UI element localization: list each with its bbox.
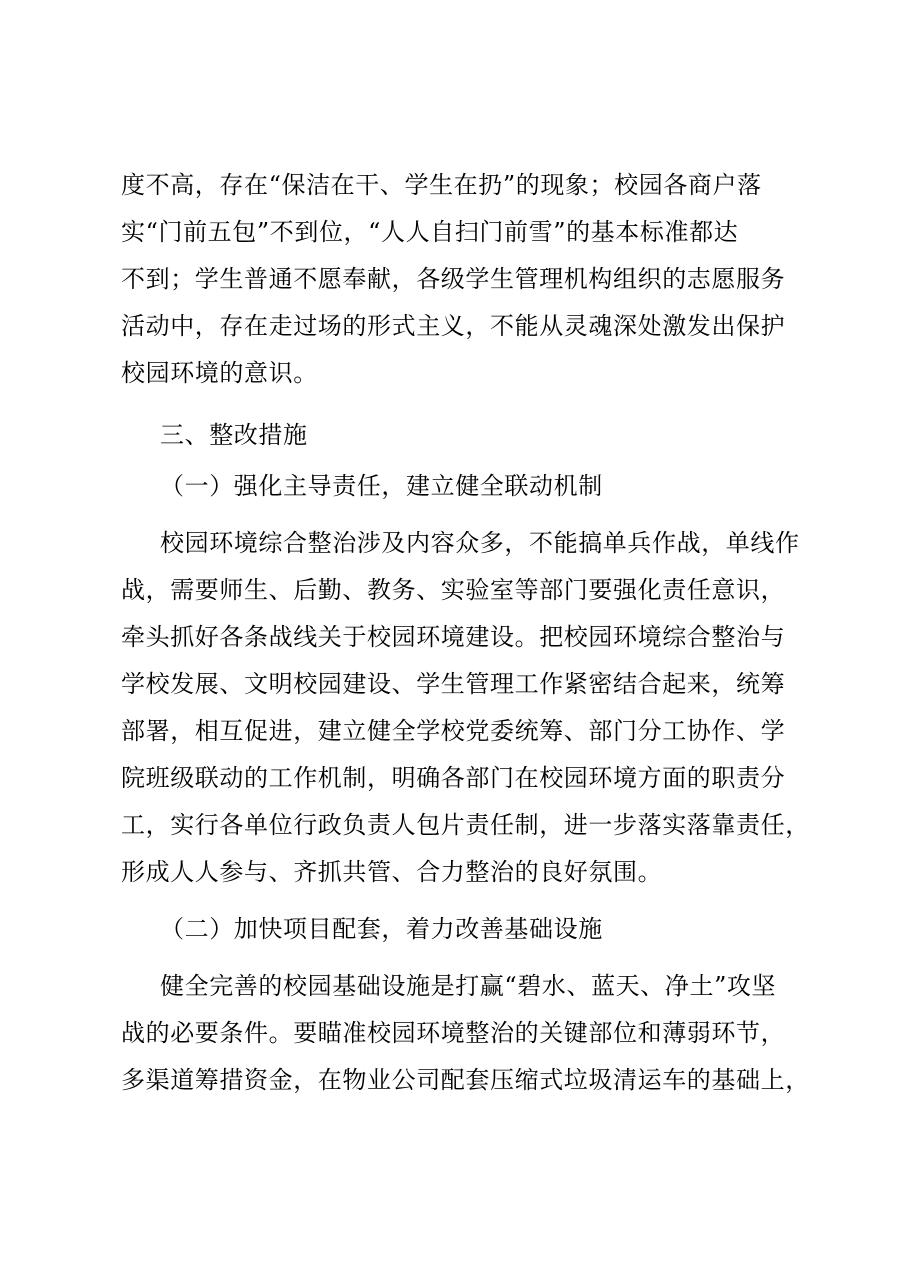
paragraph-line: 健全完善的校园基础设施是打赢“碧水、蓝天、净土”攻坚 bbox=[160, 972, 777, 1000]
paragraph-line: 牵头抓好各条战线关于校园环境建设。把校园环境综合整治与 bbox=[121, 623, 786, 651]
paragraph-line: 战的必要条件。要瞄准校园环境整治的关键部位和薄弱环节， bbox=[121, 1019, 786, 1047]
paragraph-line: 学校发展、文明校园建设、学生管理工作紧密结合起来，统筹 bbox=[121, 670, 786, 698]
subsection-heading: （二）加快项目配套，着力改善基础设施 bbox=[160, 915, 603, 943]
paragraph-line: 形成人人参与、齐抓共管、合力整治的良好氛围。 bbox=[121, 858, 663, 886]
paragraph-line: 战，需要师生、后勤、教务、实验室等部门要强化责任意识， bbox=[121, 576, 786, 604]
paragraph-line: 部署，相互促进，建立健全学校党委统筹、部门分工协作、学 bbox=[121, 717, 786, 745]
subsection-heading: （一）强化主导责任，建立健全联动机制 bbox=[160, 472, 603, 500]
paragraph-line: 院班级联动的工作机制，明确各部门在校园环境方面的职责分 bbox=[121, 764, 786, 792]
paragraph-line: 校园环境的意识。 bbox=[121, 359, 318, 387]
paragraph-line: 校园环境综合整治涉及内容众多，不能搞单兵作战，单线作 bbox=[160, 529, 800, 557]
paragraph-line: 不到；学生普通不愿奉献，各级学生管理机构组织的志愿服务 bbox=[121, 265, 786, 293]
paragraph-line: 实“门前五包”不到位，“人人自扫门前雪”的基本标准都达 bbox=[121, 218, 739, 246]
paragraph-line: 活动中，存在走过场的形式主义，不能从灵魂深处激发出保护 bbox=[121, 312, 786, 340]
paragraph-line: 多渠道筹措资金，在物业公司配套压缩式垃圾清运车的基础上， bbox=[121, 1066, 810, 1094]
section-heading: 三、整改措施 bbox=[160, 421, 308, 449]
paragraph-line: 工，实行各单位行政负责人包片责任制，进一步落实落靠责任， bbox=[121, 811, 810, 839]
paragraph-line: 度不高，存在“保洁在干、学生在扔”的现象；校园各商户落 bbox=[121, 171, 762, 199]
